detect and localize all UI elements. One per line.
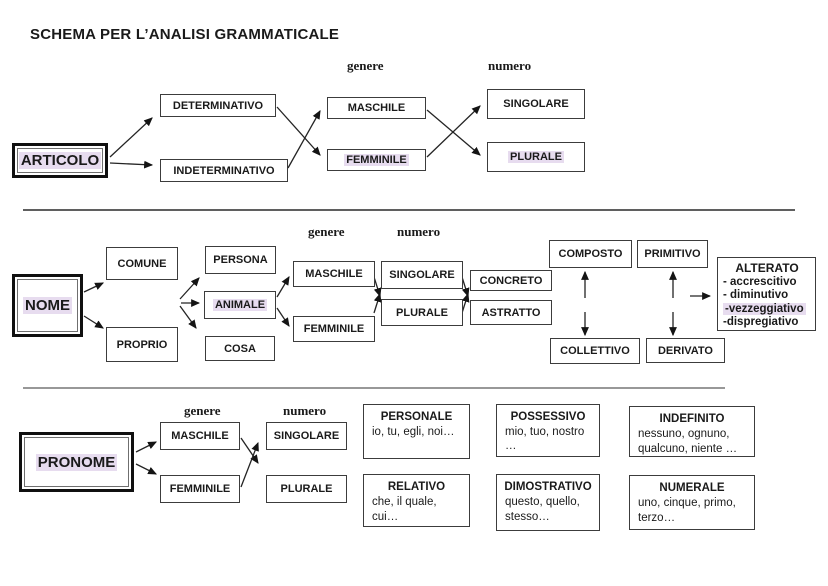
type-title: RELATIVO bbox=[387, 481, 446, 493]
node-plurale-nome bbox=[381, 299, 463, 326]
node-articolo-inner bbox=[17, 148, 103, 173]
alterato-item-highlighted: -vezzeggiativo bbox=[725, 302, 804, 315]
node-indeterminativo bbox=[160, 159, 288, 182]
node-label: ASTRATTO bbox=[481, 306, 541, 319]
alterato-item bbox=[723, 303, 811, 317]
node-comune bbox=[106, 247, 178, 280]
node-maschile-nome bbox=[293, 261, 375, 287]
node-label: PROPRIO bbox=[116, 338, 168, 351]
node-alterato bbox=[717, 257, 816, 331]
node-label: COMUNE bbox=[117, 257, 167, 270]
label-numero-articolo: numero bbox=[488, 58, 532, 73]
node-label: COMPOSTO bbox=[558, 248, 623, 260]
label-genere-articolo: genere bbox=[347, 58, 384, 73]
node-singolare-nome bbox=[381, 261, 463, 289]
alterato-item: - accrescitivo bbox=[723, 275, 797, 288]
type-title: PERSONALE bbox=[380, 411, 453, 423]
type-examples: uno, cinque, primo, bbox=[638, 497, 736, 509]
type-examples: mio, tuo, nostro … bbox=[505, 426, 585, 452]
node-label: CONCRETO bbox=[479, 274, 543, 287]
node-label: SINGOLARE bbox=[273, 430, 340, 442]
alterato-title: ALTERATO bbox=[735, 261, 799, 275]
label-genere-pronome: genere bbox=[184, 403, 221, 418]
node-label: FEMMINILE bbox=[303, 323, 365, 335]
type-examples: cui… bbox=[372, 511, 399, 523]
type-title: INDEFINITO bbox=[659, 413, 725, 425]
node-label: PLURALE bbox=[396, 306, 448, 319]
node-astratto bbox=[470, 300, 552, 325]
section-divider-1 bbox=[23, 209, 795, 211]
node-derivato bbox=[646, 338, 725, 363]
node-pronome bbox=[19, 432, 134, 492]
type-examples: nessuno, ognuno, bbox=[638, 428, 730, 440]
node-label: DERIVATO bbox=[657, 344, 713, 357]
node-label: MASCHILE bbox=[305, 268, 363, 280]
section-divider-2 bbox=[23, 387, 725, 389]
node-plurale-articolo bbox=[487, 142, 585, 172]
node-singolare-pronome bbox=[266, 422, 347, 450]
node-maschile-articolo bbox=[327, 97, 426, 119]
node-label: COLLETTIVO bbox=[560, 345, 630, 357]
node-label: DETERMINATIVO bbox=[172, 99, 264, 112]
label-numero-pronome: numero bbox=[283, 403, 327, 418]
node-animale bbox=[204, 291, 276, 319]
node-collettivo bbox=[550, 338, 640, 364]
node-label: PRONOME bbox=[37, 453, 116, 471]
node-possessivo bbox=[496, 404, 600, 457]
type-examples: io, tu, egli, noi… bbox=[372, 426, 455, 438]
node-femminile-pronome bbox=[160, 475, 240, 503]
node-label: PERSONA bbox=[213, 254, 268, 266]
type-examples: stesso… bbox=[505, 511, 550, 523]
node-determinativo bbox=[160, 94, 276, 117]
node-femminile-articolo bbox=[327, 149, 426, 171]
label-numero-nome: numero bbox=[397, 224, 441, 239]
node-persona bbox=[205, 246, 276, 274]
node-pronome-inner bbox=[24, 437, 129, 487]
node-articolo bbox=[12, 143, 108, 178]
node-dimostrativo bbox=[496, 474, 600, 531]
node-label: MASCHILE bbox=[171, 430, 229, 442]
node-singolare-articolo bbox=[487, 89, 585, 119]
alterato-item: -dispregiativo bbox=[723, 316, 799, 328]
node-concreto bbox=[470, 270, 552, 291]
node-label: COSA bbox=[224, 342, 256, 355]
type-examples: questo, quello, bbox=[505, 496, 580, 508]
node-label: FEMMINILE bbox=[169, 483, 231, 495]
node-label: MASCHILE bbox=[347, 102, 406, 114]
node-cosa bbox=[205, 336, 275, 361]
node-label: SINGOLARE bbox=[503, 98, 569, 110]
node-label: SINGOLARE bbox=[389, 269, 455, 281]
type-title: NUMERALE bbox=[659, 482, 725, 494]
node-maschile-pronome bbox=[160, 422, 240, 450]
node-relativo bbox=[363, 474, 470, 527]
alterato-item: - diminutivo bbox=[723, 289, 789, 301]
type-examples: terzo… bbox=[638, 512, 676, 524]
node-nome-inner bbox=[17, 279, 78, 332]
node-indefinito bbox=[629, 406, 755, 457]
page-title: SCHEMA PER L’ANALISI GRAMMATICALE bbox=[30, 26, 340, 43]
node-label: FEMMINILE bbox=[346, 154, 407, 166]
node-label: PLURALE bbox=[280, 483, 333, 495]
node-label: PLURALE bbox=[510, 151, 562, 163]
node-label: NOME bbox=[25, 297, 70, 314]
node-primitivo bbox=[637, 240, 708, 268]
node-composto bbox=[549, 240, 632, 268]
label-genere-nome: genere bbox=[308, 224, 345, 239]
type-examples: qualcuno, niente … bbox=[638, 443, 738, 455]
node-nome bbox=[12, 274, 83, 337]
node-proprio bbox=[106, 327, 178, 362]
node-femminile-nome bbox=[293, 316, 375, 342]
node-label: PRIMITIVO bbox=[644, 248, 701, 260]
node-plurale-pronome bbox=[266, 475, 347, 503]
node-label: ANIMALE bbox=[214, 299, 266, 311]
type-examples: che, il quale, bbox=[372, 496, 437, 508]
node-label: INDETERMINATIVO bbox=[173, 164, 275, 177]
type-title: POSSESSIVO bbox=[510, 411, 586, 423]
node-numerale bbox=[629, 475, 755, 530]
node-personale bbox=[363, 404, 470, 459]
type-title: DIMOSTRATIVO bbox=[504, 481, 592, 493]
node-label: ARTICOLO bbox=[20, 152, 100, 169]
